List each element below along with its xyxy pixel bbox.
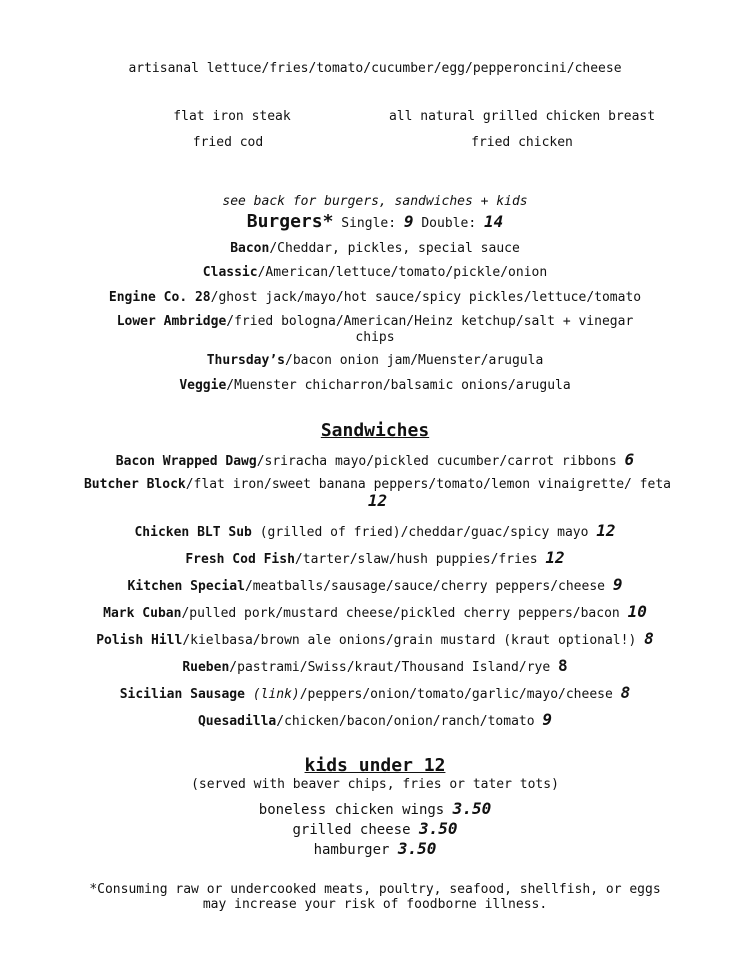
kids-subtitle: (served with beaver chips, fries or tater tots): [191, 777, 559, 792]
burger-item: [0, 241, 750, 257]
burger-name: Classic: [202, 265, 258, 280]
sandwich-desc: /chicken/bacon/onion/ranch/tomato: [276, 714, 535, 729]
sandwich-price: 8: [644, 629, 654, 648]
sandwich-item: [0, 577, 750, 595]
kids-item: [0, 820, 750, 839]
burger-name: Engine Co. 28: [108, 290, 211, 305]
double-label: Double:: [421, 216, 477, 231]
single-price: 9: [403, 212, 414, 231]
burger-item: [0, 378, 750, 394]
sandwich-desc: /meatballs/sausage/sauce/cherry peppers/cheese: [244, 579, 605, 594]
sandwich-desc: (grilled of fried)/cheddar/guac/spicy mayo: [251, 525, 589, 540]
kids-item-name: grilled cheese: [292, 822, 411, 838]
sandwich-price: 12: [367, 491, 388, 510]
sandwich-price: 6: [624, 450, 635, 469]
burger-desc: /Cheddar, pickles, special sauce: [269, 241, 520, 256]
protein-option: flat iron steak: [173, 109, 291, 124]
burger-name: Bacon: [230, 241, 270, 256]
kids-item: [0, 840, 750, 859]
double-price: 14: [483, 212, 504, 231]
protein-option: fried cod: [192, 135, 264, 150]
sandwich-item: [0, 523, 750, 541]
burger-item: [0, 265, 750, 281]
sandwich-item: [0, 631, 750, 649]
burger-name: Veggie: [179, 378, 227, 393]
sandwich-desc: /sriracha mayo/pickled cucumber/carrot ribbons: [256, 454, 617, 469]
burger-desc: /fried bologna/American/Heinz ketchup/salt + vinegar chips: [226, 314, 634, 345]
protein-option: fried chicken: [471, 135, 573, 150]
burger-item: [0, 290, 750, 306]
single-label: Single:: [341, 216, 397, 231]
sandwich-name: Mark Cuban: [103, 606, 182, 621]
burger-desc: /ghost jack/mayo/hot sauce/spicy pickles/lettuce/tomato: [210, 290, 642, 305]
see-back-note: see back for burgers, sandwiches + kids: [222, 194, 528, 209]
burgers-header: [0, 211, 750, 235]
sandwiches-title: Sandwiches: [320, 420, 430, 441]
sandwich-desc: /tarter/slaw/hush puppies/fries: [294, 552, 538, 567]
burger-desc: /bacon onion jam/Muenster/arugula: [285, 353, 544, 368]
sandwich-price: 12: [596, 521, 616, 540]
sandwich-item: [0, 604, 750, 622]
sandwich-item: [0, 658, 750, 676]
sandwich-price: 8: [558, 656, 568, 675]
sandwich-price: 12: [545, 548, 565, 567]
burger-desc: /American/lettuce/tomato/pickle/onion: [257, 265, 548, 280]
sandwich-name: Butcher Block: [83, 477, 186, 492]
kids-item-price: 3.50: [452, 799, 492, 818]
sandwich-name: Polish Hill: [96, 633, 183, 648]
burger-name: Lower Ambridge: [116, 314, 227, 329]
sandwich-desc: /peppers/onion/tomato/garlic/mayo/cheese: [299, 687, 613, 702]
sandwich-price: 9: [542, 710, 553, 729]
sandwich-desc: /kielbasa/brown ale onions/grain mustard (kraut optional!): [182, 633, 637, 648]
kids-item-name: hamburger: [313, 842, 390, 858]
sandwich-name: Kitchen Special: [127, 579, 245, 594]
sandwich-link-note: (link): [252, 687, 300, 702]
sandwich-name: Sicilian Sausage: [119, 687, 245, 702]
salad-toppings: artisanal lettuce/fries/tomato/cucumber/egg/pepperoncini/cheese: [128, 61, 622, 76]
sandwich-item: [80, 477, 675, 511]
sandwich-price: 8: [620, 683, 631, 702]
sandwich-item: [0, 550, 750, 568]
burger-item: [0, 353, 750, 369]
sandwich-price: 9: [612, 575, 623, 594]
sandwich-name: Bacon Wrapped Dawg: [115, 454, 257, 469]
disclaimer-line: may increase your risk of foodborne illness.: [202, 897, 548, 912]
sandwich-item: [0, 685, 750, 703]
sandwich-name: Quesadilla: [197, 714, 277, 729]
sandwich-desc: /pulled pork/mustard cheese/pickled cherry peppers/bacon: [181, 606, 620, 621]
burgers-title: Burgers*: [246, 211, 334, 232]
kids-item-name: boneless chicken wings: [258, 802, 445, 818]
sandwich-name: Chicken BLT Sub: [134, 525, 252, 540]
kids-item-price: 3.50: [397, 839, 437, 858]
sandwich-name: Rueben: [182, 660, 230, 675]
sandwich-desc: /flat iron/sweet banana peppers/tomato/lemon vinaigrette/ feta: [185, 477, 671, 492]
burger-desc: /Muenster chicharron/balsamic onions/arugula: [226, 378, 571, 393]
kids-item: [0, 800, 750, 819]
sandwich-price: 10: [627, 602, 647, 621]
sandwich-name: Fresh Cod Fish: [185, 552, 295, 567]
disclaimer-line: *Consuming raw or undercooked meats, poultry, seafood, shellfish, or eggs: [89, 882, 661, 897]
sandwich-item: [0, 712, 750, 730]
sandwich-item: [0, 452, 750, 470]
protein-option: all natural grilled chicken breast: [388, 109, 656, 124]
kids-title: kids under 12: [304, 755, 446, 776]
kids-item-price: 3.50: [418, 819, 458, 838]
burger-name: Thursday’s: [206, 353, 285, 368]
burger-item: [95, 314, 655, 346]
sandwich-desc: /pastrami/Swiss/kraut/Thousand Island/rye: [229, 660, 551, 675]
